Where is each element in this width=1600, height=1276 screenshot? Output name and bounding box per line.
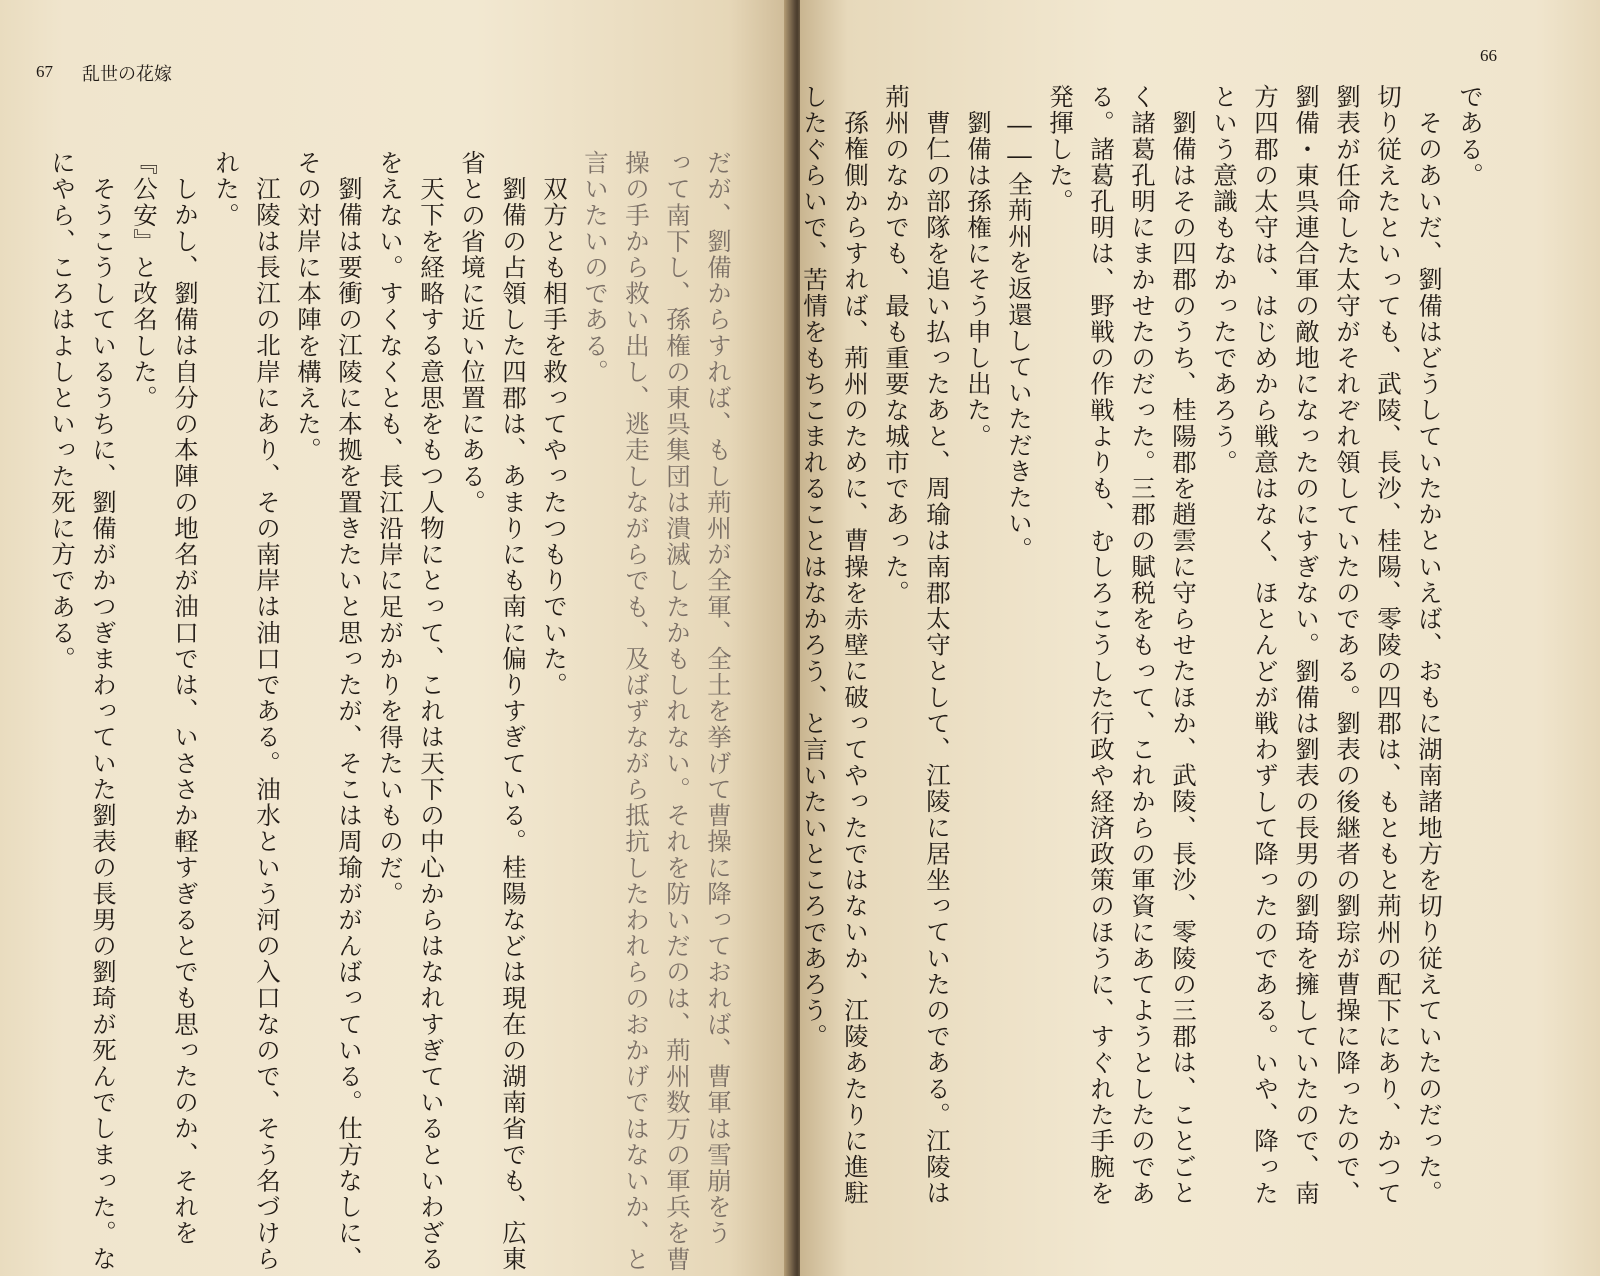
text-line: 省との省境に近い位置にある。 <box>458 150 487 516</box>
text-line: 劉備の占領した四郡は、あまりにも南に偏りすぎている。桂陽などは現在の湖南省でも、広東 <box>499 176 528 1273</box>
page-number-right: 66 <box>1480 46 1497 65</box>
text-line: く諸葛孔明にまかせたのだった。三郡の賦税をもって、これからの軍資にあてようとしたのであ <box>1128 84 1157 1207</box>
text-line: にやら、ころはよしといった死に方である。 <box>48 150 77 672</box>
text-line: 劉表が任命した太守がそれぞれ領していたのである。劉表の後継者の劉琮が曹操に降ったので、 <box>1333 84 1362 1207</box>
text-line: その対岸に本陣を構えた。 <box>294 150 323 464</box>
text-line: 江陵は長江の北岸にあり、その南岸は油口である。油水という河の入口なので、そう名づけら <box>253 176 282 1273</box>
right-page <box>800 0 1600 1276</box>
text-line: る。諸葛孔明は、野戦の作戦よりも、むしろこうした行政や経済政策のほうに、すぐれた手腕を <box>1087 84 1116 1207</box>
text-line: 劉備・東呉連合軍の敵地になったのにすぎない。劉備は劉表の長男の劉琦を擁していたので、南 <box>1292 84 1321 1207</box>
text-line: 劉備はその四郡のうち、桂陽郡を趙雲に守らせたほか、武陵、長沙、零陵の三郡は、ことごと <box>1169 110 1198 1207</box>
page-number-left: 67 <box>36 62 53 81</box>
text-line: そのあいだ、劉備はどうしていたかといえば、おもに湖南諸地方を切り従えていたのだった。 <box>1415 110 1444 1207</box>
text-line: 方四郡の太守は、はじめから戦意はなく、ほとんどが戦わずして降ったのである。いや、降った <box>1251 84 1280 1207</box>
running-head: 乱世の花嫁 <box>82 64 172 85</box>
left-page <box>0 0 792 1276</box>
text-line: 双方とも相手を救ってやったつもりでいた。 <box>540 176 569 698</box>
text-line: 操の手から救い出し、逃走しながらでも、及ばずながら抵抗したわれらのおかげではないか、と <box>622 150 651 1273</box>
text-line: 言いたいのである。 <box>581 150 610 385</box>
text-line: 劉備は要衝の江陵に本拠を置きたいと思ったが、そこは周瑜ががんばっている。仕方なしに、 <box>335 176 364 1273</box>
text-line: したぐらいで、苦情をもちこまれることはなかろう、と言いたいところであろう。 <box>800 84 829 1050</box>
text-line: 孫権側からすれば、荊州のために、曹操を赤壁に破ってやったではないか、江陵あたりに進駐 <box>841 110 870 1207</box>
text-line: 切り従えたといっても、武陵、長沙、桂陽、零陵の四郡は、もともと荊州の配下にあり、かつて <box>1374 84 1403 1207</box>
text-line: をえない。すくなくとも、長江沿岸に足がかりを得たいものだ。 <box>376 150 405 907</box>
text-line: 発揮した。 <box>1046 84 1075 215</box>
text-line: だが、劉備からすれば、もし荊州が全軍、全土を挙げて曹操に降っておれば、曹軍は雪崩をう <box>704 150 733 1247</box>
text-line: れた。 <box>212 150 241 229</box>
text-line: である。 <box>1456 84 1485 189</box>
text-line: ――全荊州を返還していただきたい。 <box>1005 110 1034 563</box>
text-line: しかし、劉備は自分の本陣の地名が油口では、いささか軽すぎるとでも思ったのか、それを <box>171 176 200 1247</box>
text-line: って南下し、孫権の東呉集団は潰滅したかもしれない。それを防いだのは、荊州数万の軍兵を曹 <box>663 150 692 1273</box>
text-line: 荊州のなかでも、最も重要な城市であった。 <box>882 84 911 606</box>
text-line: 『公安』と改名した。 <box>130 150 159 411</box>
text-line: 曹仁の部隊を追い払ったあと、周瑜は南郡太守として、江陵に居坐っていたのである。江陵は <box>923 110 952 1207</box>
text-line: 劉備は孫権にそう申し出た。 <box>964 110 993 450</box>
text-line: そうこうしているうちに、劉備がかつぎまわっていた劉表の長男の劉琦が死んでしまった。な <box>89 176 118 1273</box>
text-line: という意識もなかったであろう。 <box>1210 84 1239 476</box>
text-line: 天下を経略する意思をもつ人物にとって、これは天下の中心からはなれすぎているといわざる <box>417 176 446 1273</box>
